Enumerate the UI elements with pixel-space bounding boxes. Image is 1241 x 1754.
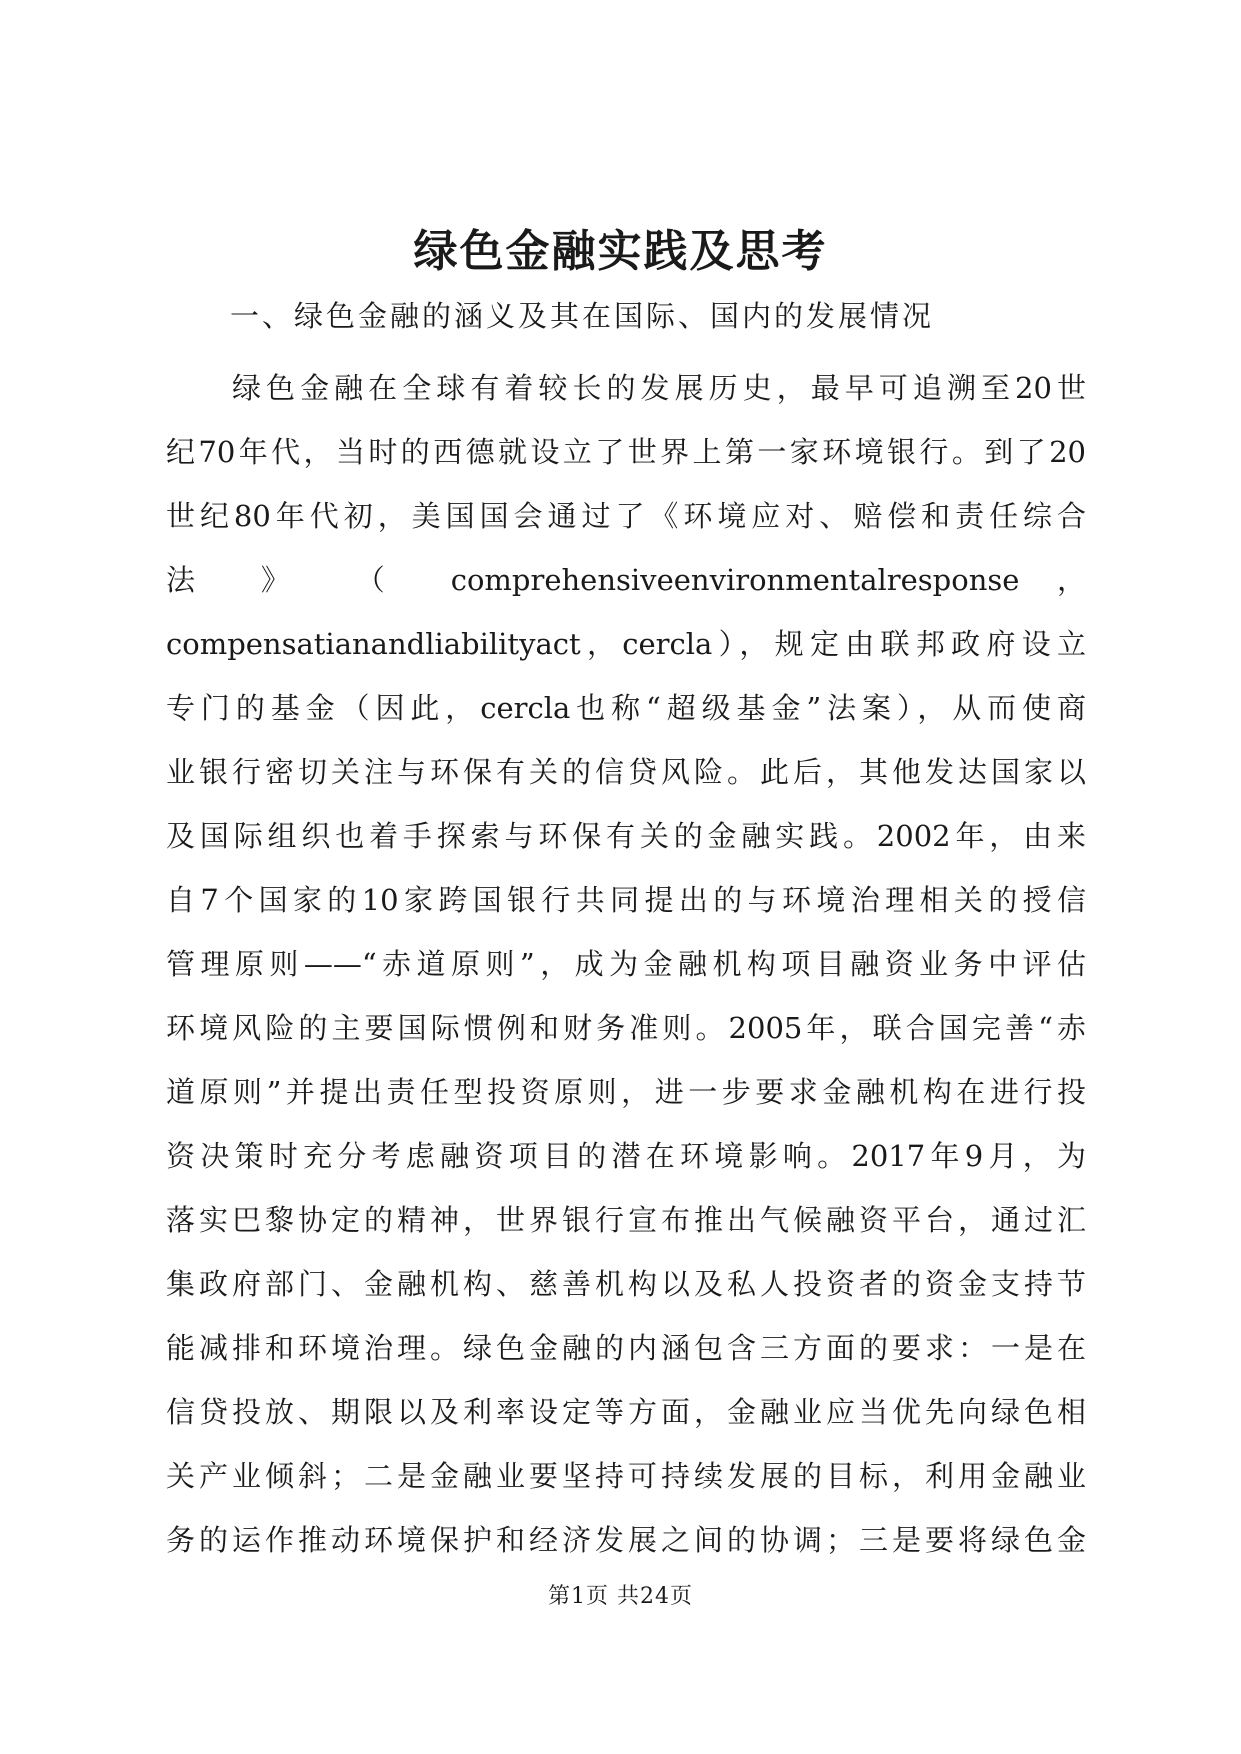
paragraph-line: 信贷投放、期限以及利率设定等方面，金融业应当优先向绿色相: [166, 1395, 1086, 1429]
paragraph-line: 管理原则——“赤道原则”，成为金融机构项目融资业务中评估: [166, 947, 1086, 981]
paragraph-line: 世纪80年代初，美国国会通过了《环境应对、赔偿和责任综合: [166, 499, 1086, 533]
paragraph-line: 及国际组织也着手探索与环保有关的金融实践。2002年，由来: [166, 819, 1086, 853]
paragraph-line: 绿色金融在全球有着较长的发展历史，最早可追溯至20世: [232, 371, 1086, 405]
paragraph-line: compensatianandliabilityact，cercla），规定由联邦政府设立: [166, 627, 1086, 661]
page-indicator: 第1页 共24页: [548, 1584, 693, 1609]
paragraph-line: 业银行密切关注与环保有关的信贷风险。此后，其他发达国家以: [166, 755, 1086, 789]
document-title: 绿色金融实践及思考: [413, 226, 828, 277]
paragraph-line: 能减排和环境治理。绿色金融的内涵包含三方面的要求：一是在: [166, 1331, 1086, 1365]
paragraph-line: 环境风险的主要国际惯例和财务准则。2005年，联合国完善“赤: [166, 1011, 1086, 1045]
section-heading: 一、绿色金融的涵义及其在国际、国内的发展情况: [230, 299, 935, 333]
paragraph-line: 集政府部门、金融机构、慈善机构以及私人投资者的资金支持节: [166, 1267, 1086, 1301]
paragraph-line: 纪70年代，当时的西德就设立了世界上第一家环境银行。到了20: [166, 435, 1086, 469]
paragraph-line: 专门的基金（因此，cercla也称“超级基金”法案），从而使商: [166, 691, 1086, 725]
paragraph-line: 道原则”并提出责任型投资原则，进一步要求金融机构在进行投: [166, 1075, 1086, 1109]
paragraph-line: 落实巴黎协定的精神，世界银行宣布推出气候融资平台，通过汇: [166, 1203, 1086, 1237]
paragraph-line: 关产业倾斜；二是金融业要坚持可持续发展的目标，利用金融业: [166, 1459, 1086, 1493]
paragraph-line: 资决策时充分考虑融资项目的潜在环境影响。2017年9月，为: [166, 1139, 1086, 1173]
body-paragraph: [166, 356, 1086, 1572]
paragraph-line: 自7个国家的10家跨国银行共同提出的与环境治理相关的授信: [166, 883, 1086, 917]
paragraph-line: 法 》 （ comprehensiveenvironmentalresponse ，: [166, 563, 1086, 597]
paragraph-line: 务的运作推动环境保护和经济发展之间的协调；三是要将绿色金: [166, 1523, 1086, 1557]
